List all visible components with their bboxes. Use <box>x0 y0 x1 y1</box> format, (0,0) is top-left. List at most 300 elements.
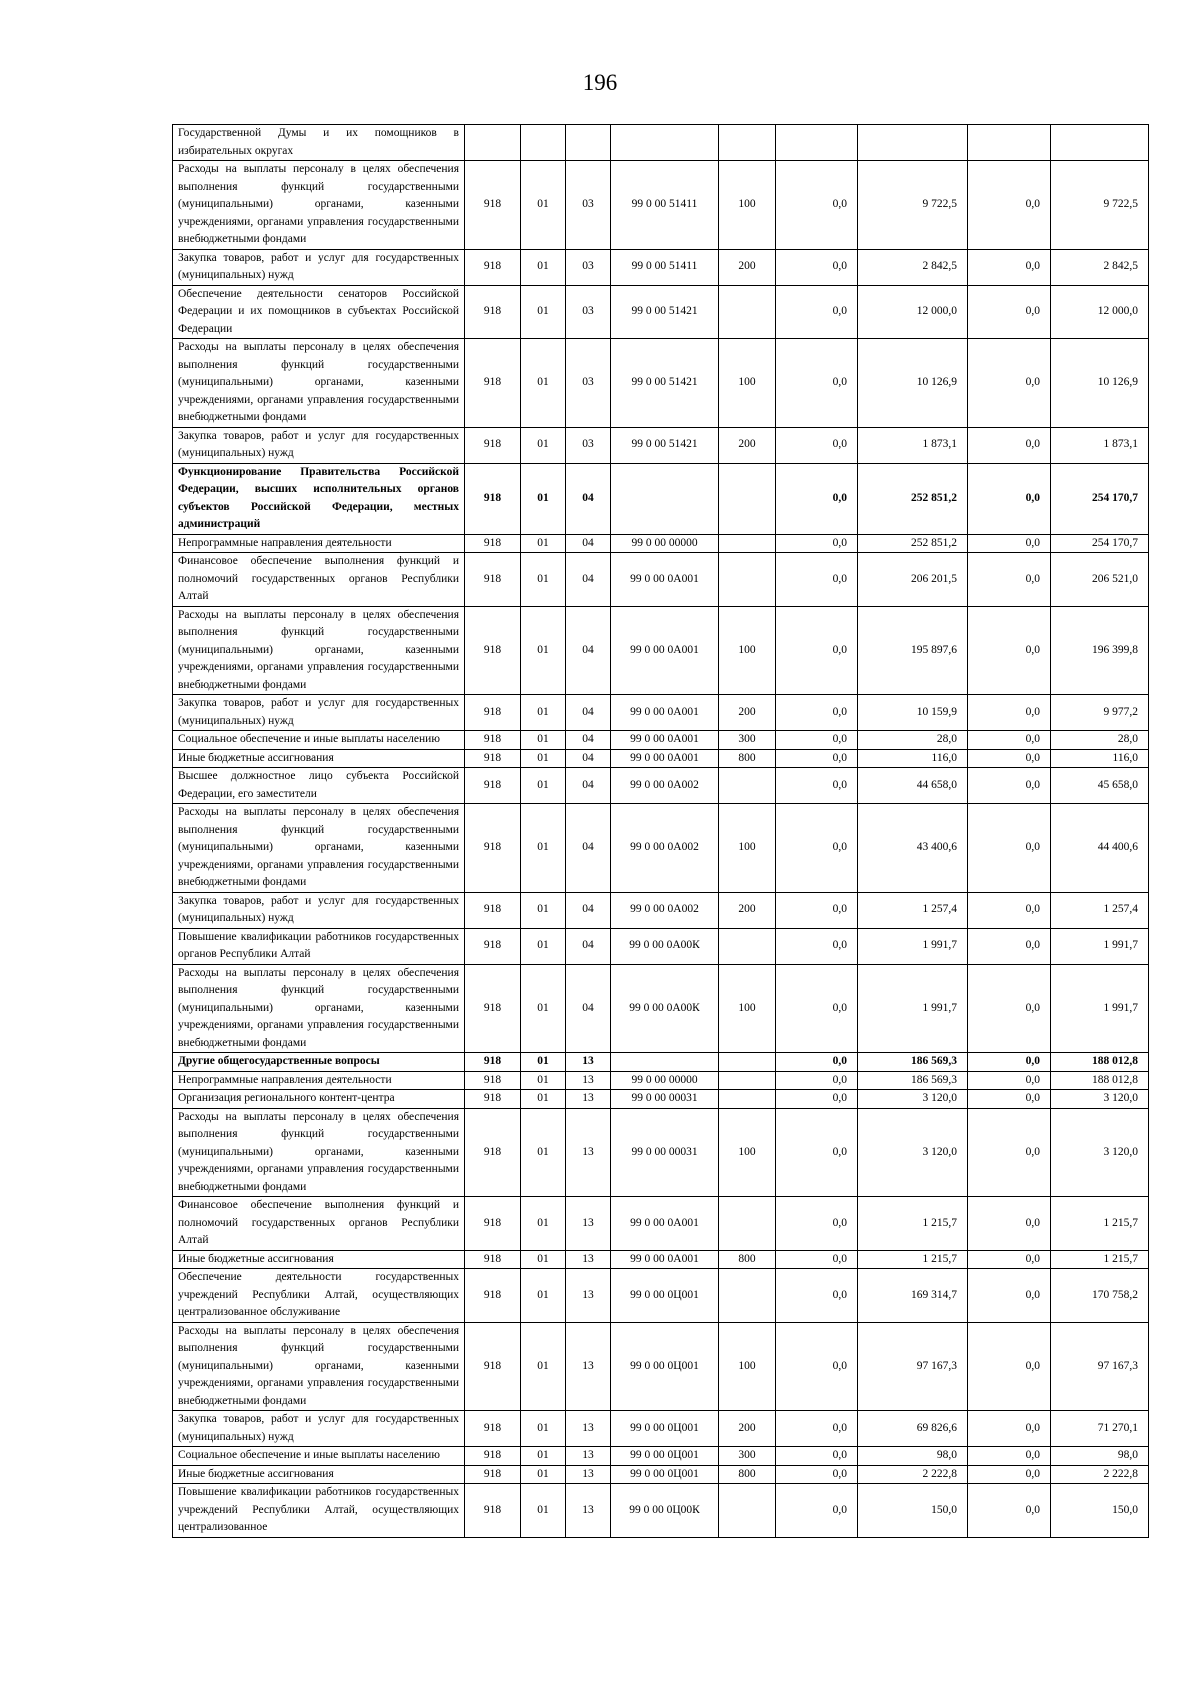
amount-d-cell: 71 270,1 <box>1051 1411 1149 1447</box>
amount-d-cell: 170 758,2 <box>1051 1269 1149 1323</box>
table-row <box>173 534 1149 553</box>
subsection-code-cell: 13 <box>566 1322 611 1411</box>
amount-c-cell: 0,0 <box>968 749 1051 768</box>
amount-d-cell: 12 000,0 <box>1051 285 1149 339</box>
amount-c-cell: 0,0 <box>968 731 1051 750</box>
section-code-cell: 01 <box>521 1090 566 1109</box>
table-row <box>173 695 1149 731</box>
admin-code-cell: 918 <box>465 161 521 250</box>
admin-code-cell: 918 <box>465 1269 521 1323</box>
section-code-cell: 01 <box>521 928 566 964</box>
amount-a-cell: 0,0 <box>776 928 858 964</box>
page-number: 196 <box>582 70 618 95</box>
subsection-code-cell: 13 <box>566 1071 611 1090</box>
amount-a-cell: 0,0 <box>776 1447 858 1466</box>
amount-b-cell: 2 842,5 <box>858 249 968 285</box>
table-row <box>173 964 1149 1053</box>
subsection-code-cell: 04 <box>566 928 611 964</box>
amount-c-cell: 0,0 <box>968 964 1051 1053</box>
amount-d-cell: 9 722,5 <box>1051 161 1149 250</box>
amount-d-cell: 3 120,0 <box>1051 1090 1149 1109</box>
target-article-cell: 99 0 00 51421 <box>611 339 719 428</box>
section-code-cell: 01 <box>521 285 566 339</box>
row-name-cell: Иные бюджетные ассигнования <box>173 749 465 768</box>
target-article-cell <box>611 125 719 161</box>
row-name-cell: Расходы на выплаты персоналу в целях обеспечения выполнения функций государственными (муниципальными) органами, казенными учреждениями, органами управления государственными внебюджетными фондами <box>173 804 465 893</box>
amount-d-cell: 1 257,4 <box>1051 892 1149 928</box>
row-name-cell: Высшее должностное лицо субъекта Российской Федерации, его заместители <box>173 768 465 804</box>
subsection-code-cell: 04 <box>566 749 611 768</box>
subsection-code-cell: 13 <box>566 1411 611 1447</box>
row-name-cell: Закупка товаров, работ и услуг для государственных (муниципальных) нужд <box>173 249 465 285</box>
section-code-cell: 01 <box>521 749 566 768</box>
admin-code-cell: 918 <box>465 285 521 339</box>
amount-b-cell: 1 991,7 <box>858 928 968 964</box>
section-code-cell: 01 <box>521 606 566 695</box>
table-row <box>173 463 1149 534</box>
amount-b-cell: 3 120,0 <box>858 1108 968 1197</box>
table-row <box>173 804 1149 893</box>
amount-b-cell: 43 400,6 <box>858 804 968 893</box>
row-name-cell: Расходы на выплаты персоналу в целях обеспечения выполнения функций государственными (муниципальными) органами, казенными учреждениями, органами управления государственными внебюджетными фондами <box>173 606 465 695</box>
expense-type-cell: 200 <box>719 249 776 285</box>
table-row <box>173 1322 1149 1411</box>
target-article-cell: 99 0 00 00031 <box>611 1108 719 1197</box>
expense-type-cell: 300 <box>719 731 776 750</box>
target-article-cell: 99 0 00 0А002 <box>611 892 719 928</box>
table-row <box>173 892 1149 928</box>
admin-code-cell: 918 <box>465 1465 521 1484</box>
table-row <box>173 553 1149 607</box>
subsection-code-cell: 04 <box>566 463 611 534</box>
target-article-cell: 99 0 00 0А001 <box>611 553 719 607</box>
admin-code-cell <box>465 125 521 161</box>
row-name-cell: Другие общегосударственные вопросы <box>173 1053 465 1072</box>
amount-c-cell: 0,0 <box>968 1447 1051 1466</box>
subsection-code-cell: 04 <box>566 553 611 607</box>
amount-a-cell: 0,0 <box>776 534 858 553</box>
amount-a-cell: 0,0 <box>776 427 858 463</box>
section-code-cell: 01 <box>521 892 566 928</box>
table-row <box>173 1071 1149 1090</box>
row-name-cell: Закупка товаров, работ и услуг для государственных (муниципальных) нужд <box>173 892 465 928</box>
section-code-cell: 01 <box>521 1108 566 1197</box>
amount-b-cell: 69 826,6 <box>858 1411 968 1447</box>
target-article-cell: 99 0 00 0А00К <box>611 928 719 964</box>
admin-code-cell: 918 <box>465 339 521 428</box>
amount-c-cell: 0,0 <box>968 1108 1051 1197</box>
amount-d-cell: 1 991,7 <box>1051 964 1149 1053</box>
expense-type-cell <box>719 1071 776 1090</box>
amount-d-cell: 1 873,1 <box>1051 427 1149 463</box>
expense-type-cell: 200 <box>719 427 776 463</box>
section-code-cell: 01 <box>521 553 566 607</box>
amount-b-cell: 12 000,0 <box>858 285 968 339</box>
table-row <box>173 1090 1149 1109</box>
admin-code-cell: 918 <box>465 606 521 695</box>
target-article-cell: 99 0 00 0Ц001 <box>611 1447 719 1466</box>
admin-code-cell: 918 <box>465 749 521 768</box>
amount-a-cell: 0,0 <box>776 339 858 428</box>
amount-b-cell: 206 201,5 <box>858 553 968 607</box>
target-article-cell: 99 0 00 00000 <box>611 1071 719 1090</box>
expense-type-cell: 100 <box>719 339 776 428</box>
expense-type-cell: 100 <box>719 606 776 695</box>
amount-b-cell: 10 126,9 <box>858 339 968 428</box>
row-name-cell: Иные бюджетные ассигнования <box>173 1465 465 1484</box>
amount-a-cell: 0,0 <box>776 1053 858 1072</box>
row-name-cell: Функционирование Правительства Российской Федерации, высших исполнительных органов субъектов Российской Федерации, местных администраций <box>173 463 465 534</box>
amount-b-cell: 98,0 <box>858 1447 968 1466</box>
amount-b-cell: 44 658,0 <box>858 768 968 804</box>
target-article-cell: 99 0 00 51421 <box>611 427 719 463</box>
expense-type-cell: 100 <box>719 804 776 893</box>
amount-a-cell: 0,0 <box>776 1269 858 1323</box>
target-article-cell: 99 0 00 0А002 <box>611 804 719 893</box>
expense-type-cell <box>719 768 776 804</box>
row-name-cell: Обеспечение деятельности сенаторов Российской Федерации и их помощников в субъектах Российской Федерации <box>173 285 465 339</box>
amount-d-cell: 1 215,7 <box>1051 1197 1149 1251</box>
row-name-cell: Иные бюджетные ассигнования <box>173 1250 465 1269</box>
admin-code-cell: 918 <box>465 768 521 804</box>
target-article-cell: 99 0 00 0А001 <box>611 695 719 731</box>
amount-a-cell: 0,0 <box>776 695 858 731</box>
section-code-cell: 01 <box>521 339 566 428</box>
row-name-cell: Закупка товаров, работ и услуг для государственных (муниципальных) нужд <box>173 1411 465 1447</box>
expense-type-cell: 200 <box>719 892 776 928</box>
expense-type-cell <box>719 285 776 339</box>
row-name-cell: Финансовое обеспечение выполнения функций и полномочий государственных органов Республики Алтай <box>173 1197 465 1251</box>
admin-code-cell: 918 <box>465 1411 521 1447</box>
section-code-cell: 01 <box>521 534 566 553</box>
subsection-code-cell: 04 <box>566 695 611 731</box>
target-article-cell: 99 0 00 0А002 <box>611 768 719 804</box>
amount-c-cell: 0,0 <box>968 1071 1051 1090</box>
row-name-cell: Непрограммные направления деятельности <box>173 534 465 553</box>
amount-c-cell: 0,0 <box>968 1269 1051 1323</box>
admin-code-cell: 918 <box>465 463 521 534</box>
amount-a-cell: 0,0 <box>776 1090 858 1109</box>
section-code-cell: 01 <box>521 1269 566 1323</box>
amount-c-cell: 0,0 <box>968 553 1051 607</box>
expense-type-cell <box>719 125 776 161</box>
amount-d-cell: 188 012,8 <box>1051 1053 1149 1072</box>
amount-b-cell: 150,0 <box>858 1484 968 1538</box>
amount-b-cell: 97 167,3 <box>858 1322 968 1411</box>
section-code-cell: 01 <box>521 1197 566 1251</box>
expense-type-cell <box>719 553 776 607</box>
section-code-cell: 01 <box>521 731 566 750</box>
amount-c-cell: 0,0 <box>968 427 1051 463</box>
admin-code-cell: 918 <box>465 1197 521 1251</box>
subsection-code-cell: 04 <box>566 804 611 893</box>
row-name-cell: Повышение квалификации работников государственных органов Республики Алтай <box>173 928 465 964</box>
table-row <box>173 1108 1149 1197</box>
section-code-cell: 01 <box>521 463 566 534</box>
amount-a-cell: 0,0 <box>776 731 858 750</box>
amount-a-cell: 0,0 <box>776 1465 858 1484</box>
admin-code-cell: 918 <box>465 1071 521 1090</box>
expense-type-cell: 800 <box>719 1465 776 1484</box>
subsection-code-cell: 13 <box>566 1484 611 1538</box>
subsection-code-cell: 03 <box>566 249 611 285</box>
expense-type-cell: 100 <box>719 161 776 250</box>
amount-a-cell: 0,0 <box>776 768 858 804</box>
amount-a-cell <box>776 125 858 161</box>
expense-type-cell <box>719 928 776 964</box>
table-row <box>173 161 1149 250</box>
amount-b-cell: 186 569,3 <box>858 1053 968 1072</box>
expense-type-cell: 200 <box>719 1411 776 1447</box>
amount-b-cell: 1 873,1 <box>858 427 968 463</box>
table-row <box>173 749 1149 768</box>
amount-a-cell: 0,0 <box>776 1197 858 1251</box>
row-name-cell: Социальное обеспечение и иные выплаты населению <box>173 1447 465 1466</box>
amount-c-cell: 0,0 <box>968 892 1051 928</box>
row-name-cell: Организация регионального контент-центра <box>173 1090 465 1109</box>
section-code-cell: 01 <box>521 1071 566 1090</box>
target-article-cell: 99 0 00 00000 <box>611 534 719 553</box>
section-code-cell: 01 <box>521 1250 566 1269</box>
amount-a-cell: 0,0 <box>776 749 858 768</box>
amount-a-cell: 0,0 <box>776 285 858 339</box>
amount-c-cell: 0,0 <box>968 1197 1051 1251</box>
amount-c-cell: 0,0 <box>968 161 1051 250</box>
amount-d-cell: 1 991,7 <box>1051 928 1149 964</box>
subsection-code-cell: 04 <box>566 964 611 1053</box>
row-name-cell: Расходы на выплаты персоналу в целях обеспечения выполнения функций государственными (муниципальными) органами, казенными учреждениями, органами управления государственными внебюджетными фондами <box>173 1108 465 1197</box>
row-name-cell: Финансовое обеспечение выполнения функций и полномочий государственных органов Республики Алтай <box>173 553 465 607</box>
subsection-code-cell: 13 <box>566 1465 611 1484</box>
table-row <box>173 427 1149 463</box>
admin-code-cell: 918 <box>465 1322 521 1411</box>
amount-b-cell: 1 991,7 <box>858 964 968 1053</box>
row-name-cell: Обеспечение деятельности государственных учреждений Республики Алтай, осуществляющих централизованное обслуживание <box>173 1269 465 1323</box>
amount-c-cell: 0,0 <box>968 285 1051 339</box>
amount-a-cell: 0,0 <box>776 1484 858 1538</box>
row-name-cell: Непрограммные направления деятельности <box>173 1071 465 1090</box>
amount-a-cell: 0,0 <box>776 1108 858 1197</box>
section-code-cell: 01 <box>521 1465 566 1484</box>
amount-a-cell: 0,0 <box>776 553 858 607</box>
table-row <box>173 1447 1149 1466</box>
table-row <box>173 606 1149 695</box>
admin-code-cell: 918 <box>465 249 521 285</box>
subsection-code-cell: 03 <box>566 161 611 250</box>
table-row <box>173 731 1149 750</box>
amount-c-cell: 0,0 <box>968 1090 1051 1109</box>
amount-a-cell: 0,0 <box>776 892 858 928</box>
target-article-cell <box>611 463 719 534</box>
expense-type-cell: 300 <box>719 1447 776 1466</box>
amount-d-cell: 3 120,0 <box>1051 1108 1149 1197</box>
expense-type-cell: 800 <box>719 1250 776 1269</box>
amount-c-cell: 0,0 <box>968 1322 1051 1411</box>
amount-b-cell: 169 314,7 <box>858 1269 968 1323</box>
amount-d-cell: 45 658,0 <box>1051 768 1149 804</box>
admin-code-cell: 918 <box>465 928 521 964</box>
row-name-cell: Социальное обеспечение и иные выплаты населению <box>173 731 465 750</box>
expense-type-cell: 100 <box>719 1322 776 1411</box>
amount-d-cell: 98,0 <box>1051 1447 1149 1466</box>
amount-b-cell: 9 722,5 <box>858 161 968 250</box>
section-code-cell <box>521 125 566 161</box>
target-article-cell: 99 0 00 00031 <box>611 1090 719 1109</box>
expense-type-cell <box>719 463 776 534</box>
subsection-code-cell: 04 <box>566 534 611 553</box>
amount-d-cell: 1 215,7 <box>1051 1250 1149 1269</box>
amount-b-cell: 1 215,7 <box>858 1197 968 1251</box>
amount-b-cell: 10 159,9 <box>858 695 968 731</box>
table-row <box>173 768 1149 804</box>
amount-a-cell: 0,0 <box>776 1250 858 1269</box>
amount-a-cell: 0,0 <box>776 964 858 1053</box>
amount-d-cell: 150,0 <box>1051 1484 1149 1538</box>
section-code-cell: 01 <box>521 1322 566 1411</box>
amount-a-cell: 0,0 <box>776 463 858 534</box>
row-name-cell: Расходы на выплаты персоналу в целях обеспечения выполнения функций государственными (муниципальными) органами, казенными учреждениями, органами управления государственными внебюджетными фондами <box>173 161 465 250</box>
amount-c-cell: 0,0 <box>968 928 1051 964</box>
amount-b-cell: 1 215,7 <box>858 1250 968 1269</box>
amount-d-cell: 10 126,9 <box>1051 339 1149 428</box>
admin-code-cell: 918 <box>465 1053 521 1072</box>
expense-type-cell: 800 <box>719 749 776 768</box>
expense-type-cell: 200 <box>719 695 776 731</box>
subsection-code-cell: 13 <box>566 1197 611 1251</box>
target-article-cell: 99 0 00 51411 <box>611 249 719 285</box>
section-code-cell: 01 <box>521 804 566 893</box>
subsection-code-cell: 13 <box>566 1108 611 1197</box>
table-row <box>173 1250 1149 1269</box>
amount-d-cell: 2 842,5 <box>1051 249 1149 285</box>
amount-a-cell: 0,0 <box>776 1322 858 1411</box>
section-code-cell: 01 <box>521 1411 566 1447</box>
target-article-cell: 99 0 00 51411 <box>611 161 719 250</box>
table-row <box>173 928 1149 964</box>
row-name-cell: Закупка товаров, работ и услуг для государственных (муниципальных) нужд <box>173 695 465 731</box>
row-name-cell: Расходы на выплаты персоналу в целях обеспечения выполнения функций государственными (муниципальными) органами, казенными учреждениями, органами управления государственными внебюджетными фондами <box>173 1322 465 1411</box>
subsection-code-cell: 13 <box>566 1447 611 1466</box>
table-row <box>173 285 1149 339</box>
admin-code-cell: 918 <box>465 534 521 553</box>
subsection-code-cell: 03 <box>566 285 611 339</box>
amount-b-cell: 252 851,2 <box>858 463 968 534</box>
target-article-cell: 99 0 00 0Ц001 <box>611 1465 719 1484</box>
budget-table <box>172 124 1149 1538</box>
amount-d-cell: 254 170,7 <box>1051 463 1149 534</box>
amount-a-cell: 0,0 <box>776 804 858 893</box>
amount-c-cell: 0,0 <box>968 804 1051 893</box>
expense-type-cell <box>719 534 776 553</box>
amount-b-cell: 3 120,0 <box>858 1090 968 1109</box>
target-article-cell: 99 0 00 0Ц00К <box>611 1484 719 1538</box>
amount-c-cell: 0,0 <box>968 1053 1051 1072</box>
section-code-cell: 01 <box>521 249 566 285</box>
amount-c-cell: 0,0 <box>968 768 1051 804</box>
target-article-cell: 99 0 00 0Ц001 <box>611 1269 719 1323</box>
subsection-code-cell: 04 <box>566 768 611 804</box>
amount-b-cell: 2 222,8 <box>858 1465 968 1484</box>
target-article-cell: 99 0 00 0А00К <box>611 964 719 1053</box>
table-row <box>173 1411 1149 1447</box>
section-code-cell: 01 <box>521 1053 566 1072</box>
amount-c-cell: 0,0 <box>968 1465 1051 1484</box>
row-name-cell: Расходы на выплаты персоналу в целях обеспечения выполнения функций государственными (муниципальными) органами, казенными учреждениями, органами управления государственными внебюджетными фондами <box>173 964 465 1053</box>
table-row <box>173 1197 1149 1251</box>
admin-code-cell: 918 <box>465 427 521 463</box>
amount-c-cell: 0,0 <box>968 339 1051 428</box>
section-code-cell: 01 <box>521 695 566 731</box>
amount-c-cell: 0,0 <box>968 606 1051 695</box>
section-code-cell: 01 <box>521 427 566 463</box>
section-code-cell: 01 <box>521 161 566 250</box>
admin-code-cell: 918 <box>465 695 521 731</box>
section-code-cell: 01 <box>521 1447 566 1466</box>
subsection-code-cell: 13 <box>566 1090 611 1109</box>
amount-d-cell: 188 012,8 <box>1051 1071 1149 1090</box>
admin-code-cell: 918 <box>465 1484 521 1538</box>
amount-a-cell: 0,0 <box>776 1411 858 1447</box>
expense-type-cell: 100 <box>719 964 776 1053</box>
row-name-cell: Закупка товаров, работ и услуг для государственных (муниципальных) нужд <box>173 427 465 463</box>
amount-b-cell: 1 257,4 <box>858 892 968 928</box>
target-article-cell: 99 0 00 0А001 <box>611 1197 719 1251</box>
subsection-code-cell <box>566 125 611 161</box>
subsection-code-cell: 03 <box>566 339 611 428</box>
amount-c-cell: 0,0 <box>968 1250 1051 1269</box>
row-name-cell: Повышение квалификации работников государственных учреждений Республики Алтай, осуществляющих централизованное <box>173 1484 465 1538</box>
target-article-cell: 99 0 00 0А001 <box>611 606 719 695</box>
amount-a-cell: 0,0 <box>776 1071 858 1090</box>
amount-c-cell: 0,0 <box>968 534 1051 553</box>
amount-b-cell: 116,0 <box>858 749 968 768</box>
table-row <box>173 1465 1149 1484</box>
target-article-cell: 99 0 00 0А001 <box>611 1250 719 1269</box>
target-article-cell: 99 0 00 0Ц001 <box>611 1322 719 1411</box>
section-code-cell: 01 <box>521 768 566 804</box>
expense-type-cell: 100 <box>719 1108 776 1197</box>
expense-type-cell <box>719 1269 776 1323</box>
amount-d-cell: 9 977,2 <box>1051 695 1149 731</box>
subsection-code-cell: 04 <box>566 606 611 695</box>
amount-b-cell: 252 851,2 <box>858 534 968 553</box>
amount-a-cell: 0,0 <box>776 161 858 250</box>
subsection-code-cell: 03 <box>566 427 611 463</box>
subsection-code-cell: 04 <box>566 731 611 750</box>
amount-d-cell: 116,0 <box>1051 749 1149 768</box>
amount-d-cell: 196 399,8 <box>1051 606 1149 695</box>
amount-b-cell: 186 569,3 <box>858 1071 968 1090</box>
admin-code-cell: 918 <box>465 1108 521 1197</box>
amount-b-cell <box>858 125 968 161</box>
amount-d-cell: 28,0 <box>1051 731 1149 750</box>
amount-a-cell: 0,0 <box>776 249 858 285</box>
amount-d-cell <box>1051 125 1149 161</box>
amount-d-cell: 206 521,0 <box>1051 553 1149 607</box>
subsection-code-cell: 13 <box>566 1250 611 1269</box>
row-name-cell: Расходы на выплаты персоналу в целях обеспечения выполнения функций государственными (муниципальными) органами, казенными учреждениями, органами управления государственными внебюджетными фондами <box>173 339 465 428</box>
admin-code-cell: 918 <box>465 553 521 607</box>
amount-c-cell <box>968 125 1051 161</box>
expense-type-cell <box>719 1090 776 1109</box>
table-row <box>173 1484 1149 1538</box>
section-code-cell: 01 <box>521 964 566 1053</box>
table-row <box>173 1269 1149 1323</box>
table-row <box>173 339 1149 428</box>
admin-code-cell: 918 <box>465 892 521 928</box>
expense-type-cell <box>719 1197 776 1251</box>
expense-type-cell <box>719 1484 776 1538</box>
